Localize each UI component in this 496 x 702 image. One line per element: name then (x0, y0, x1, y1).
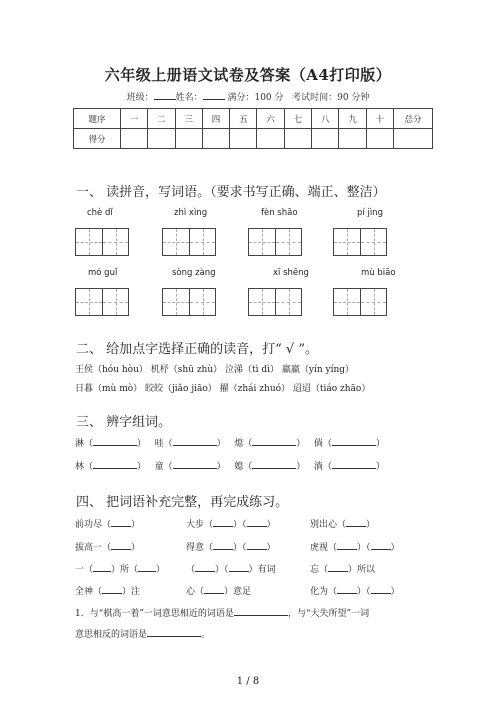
answer-blank[interactable] (332, 459, 376, 469)
page-title: 六年级上册语文试卷及答案（A4打印版） (104, 66, 392, 84)
idiom-row: 拔高一（ ） (75, 540, 140, 553)
word-group-row: 林（ ） 童（ ） 媳（ ） 淌（ ） (75, 459, 385, 472)
score-header: 六 (257, 109, 284, 129)
answer-blank[interactable] (328, 562, 348, 572)
answer-blank[interactable] (93, 562, 111, 572)
score-header-row (74, 109, 433, 129)
reading-row[interactable]: 王侯（hóu hòu） 机杼（shū zhù） 泣涕（tì dì） 羸羸（yín yíng） (75, 365, 355, 375)
answer-blank[interactable] (195, 562, 215, 572)
score-cell[interactable] (366, 129, 393, 149)
answer-blank[interactable] (93, 436, 137, 446)
name-blank[interactable] (203, 90, 225, 100)
answer-blank[interactable] (93, 459, 137, 469)
name-label: 姓名： (175, 93, 203, 103)
score-header: 七 (284, 109, 311, 129)
score-header: 五 (230, 109, 257, 129)
score-header: 题序 (74, 109, 121, 129)
score-header: 三 (175, 109, 202, 129)
tianzi-box[interactable] (162, 228, 216, 256)
score-cell[interactable] (312, 129, 339, 149)
full-score: 满分：100 分 (227, 93, 284, 103)
score-header: 九 (339, 109, 366, 129)
idiom-row: 心（ ）意足 (186, 584, 251, 597)
class-label: 班级： (126, 93, 154, 103)
class-blank[interactable] (154, 90, 176, 100)
pinyin-label: xī shēng (273, 268, 309, 278)
idiom-row: 大步（ ）（ ） (186, 517, 276, 530)
score-cell[interactable] (175, 129, 202, 149)
answer-blank[interactable] (102, 584, 122, 594)
answer-blank[interactable] (229, 562, 249, 572)
section-4-heading: 四、 把词语补充完整，再完成练习。 (76, 495, 289, 510)
score-cell[interactable] (148, 129, 175, 149)
score-row (74, 129, 433, 149)
score-header: 一 (121, 109, 148, 129)
score-header: 二 (148, 109, 175, 129)
answer-blank[interactable] (111, 517, 131, 527)
answer-blank[interactable] (111, 540, 131, 550)
idiom-row: 虎视（ ）（ ） (310, 540, 400, 553)
tianzi-box[interactable] (333, 288, 387, 316)
idiom-row: （ ）（ ）有词 (186, 562, 276, 575)
answer-blank[interactable] (337, 540, 357, 550)
tianzi-box[interactable] (75, 288, 129, 316)
answer-blank[interactable] (371, 540, 391, 550)
tianzi-box[interactable] (248, 228, 302, 256)
answer-blank[interactable] (346, 517, 366, 527)
answer-blank[interactable] (147, 627, 201, 637)
score-cell[interactable] (121, 129, 148, 149)
word-group-row: 淋（ ） 哇（ ） 熄（ ） 倘（ ） (75, 436, 385, 449)
answer-blank[interactable] (173, 459, 217, 469)
score-row-label: 得分 (74, 129, 121, 149)
tianzi-box[interactable] (75, 228, 129, 256)
score-table (73, 108, 433, 149)
question-1-line1: 1．与“棋高一着”一词意思相近的词语是 ，与“大失所望”一词 (75, 606, 369, 619)
answer-blank[interactable] (337, 584, 357, 594)
exam-info (0, 90, 496, 103)
answer-blank[interactable] (247, 517, 267, 527)
pinyin-label: zhì xìng (174, 208, 208, 218)
pinyin-label: sòng zàng (172, 268, 216, 278)
exam-time: 考试时间：90 分钟 (292, 93, 370, 103)
answer-blank[interactable] (247, 540, 267, 550)
section-2-heading: 二、 给加点字选择正确的读音，打“ √ ”。 (76, 342, 318, 357)
question-1-line2: 意思相反的词语是 。 (75, 627, 210, 640)
answer-blank[interactable] (213, 517, 233, 527)
score-cell[interactable] (230, 129, 257, 149)
idiom-row: 一（ ）所（ ） (75, 562, 165, 575)
answer-blank[interactable] (213, 540, 233, 550)
section-1-heading: 一、 读拼音，写词语。（要求书写正确、端正、整洁） (76, 185, 386, 200)
pinyin-label: mù biāo (361, 268, 396, 278)
pinyin-label: fèn shāo (261, 208, 298, 218)
pinyin-label: pí jìng (357, 208, 383, 218)
answer-blank[interactable] (204, 584, 224, 594)
idiom-row: 前功尽（ ） (75, 517, 140, 530)
score-header: 总分 (394, 109, 433, 129)
answer-blank[interactable] (332, 436, 376, 446)
pinyin-label: mó guǐ (88, 268, 118, 278)
score-cell[interactable] (394, 129, 433, 149)
score-cell[interactable] (339, 129, 366, 149)
score-cell[interactable] (257, 129, 284, 149)
idiom-row: 别出心（ ） (310, 517, 375, 530)
page-number: 1 / 8 (236, 676, 260, 687)
answer-blank[interactable] (371, 584, 391, 594)
idiom-row: 化为（ ）（ ） (310, 584, 400, 597)
tianzi-box[interactable] (333, 228, 387, 256)
score-header: 十 (366, 109, 393, 129)
score-header: 八 (312, 109, 339, 129)
score-header: 四 (202, 109, 229, 129)
tianzi-box[interactable] (248, 288, 302, 316)
pinyin-label: chè dǐ (87, 208, 113, 218)
idiom-row: 全神（ ）注 (75, 584, 140, 597)
reading-row[interactable]: 日暮（mù mò） 皎皎（jiǎo jiāo） 擢（zhái zhuó） 迢迢（tiáo zhāo） (75, 384, 371, 394)
idiom-row: 忘（ ）所以 (310, 562, 375, 575)
score-cell[interactable] (202, 129, 229, 149)
tianzi-box[interactable] (162, 288, 216, 316)
answer-blank[interactable] (252, 436, 296, 446)
answer-blank[interactable] (138, 562, 156, 572)
answer-blank[interactable] (173, 436, 217, 446)
idiom-row: 得意（ ）（ ） (186, 540, 276, 553)
section-3-heading: 三、 辨字组词。 (76, 415, 172, 430)
score-cell[interactable] (284, 129, 311, 149)
answer-blank[interactable] (252, 459, 296, 469)
answer-blank[interactable] (234, 606, 288, 616)
